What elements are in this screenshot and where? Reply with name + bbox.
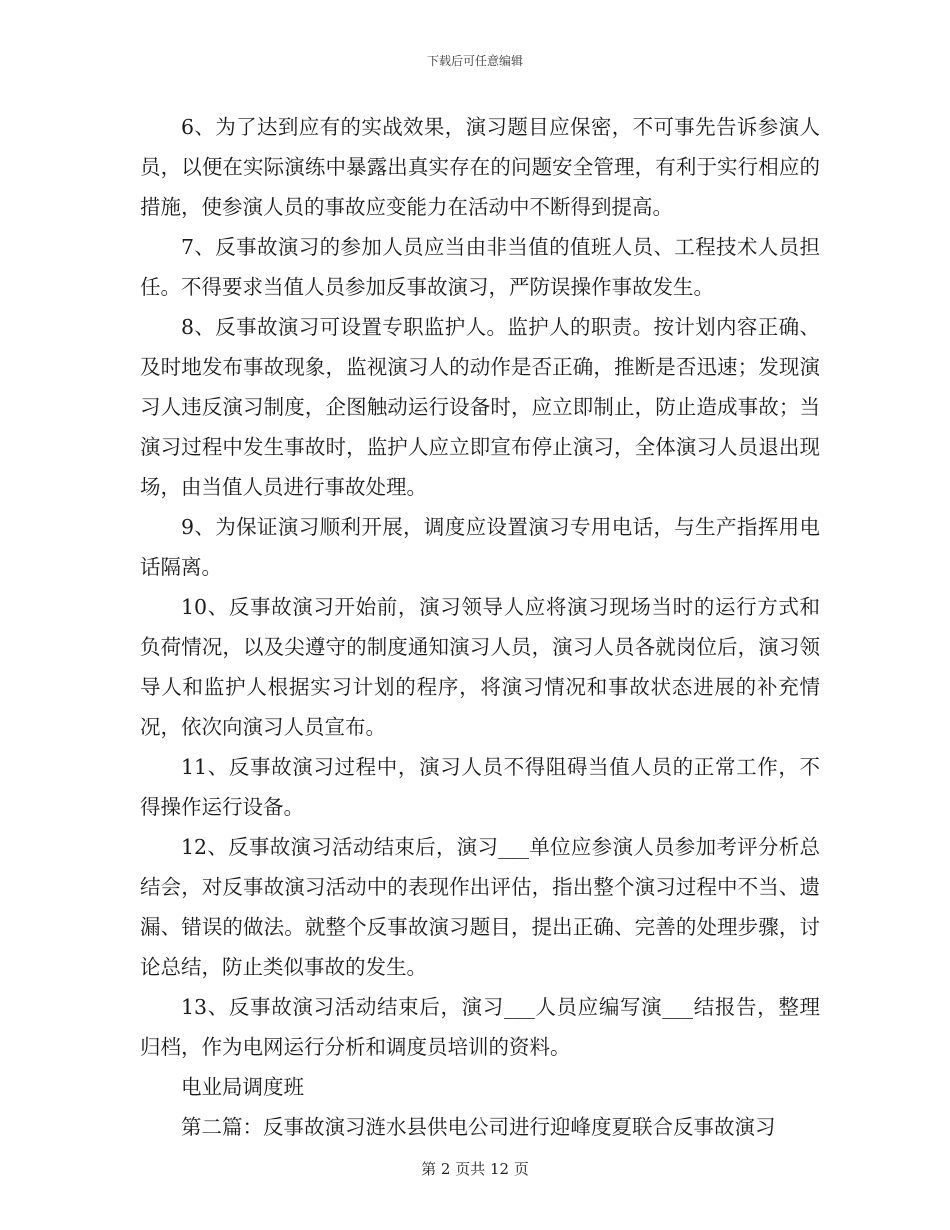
paragraph-item-9: 9、为保证演习顺利开展，调度应设置演习专用电话，与生产指挥用电话隔离。 xyxy=(140,515,820,579)
document-body xyxy=(140,107,820,1147)
section-heading: 第二篇：反事故演习涟水县供电公司进行迎峰度夏联合反事故演习 xyxy=(181,1115,776,1139)
paragraph-item-12: 12、反事故演习活动结束后，演习___单位应参演人员参加考评分析总结会，对反事故演习活动中的表现作出评估，指出整个演习过程中不当、遗漏、错误的做法。就整个反事故演习题目，提出正确、完善的处理步骤，讨论总结，防止类似事故的发生。 xyxy=(140,835,820,979)
paragraph-item-11: 11、反事故演习过程中，演习人员不得阻碍当值人员的正常工作，不得操作运行设备。 xyxy=(140,755,820,819)
signature-line: 电业局调度班 xyxy=(181,1075,304,1099)
paragraph-item-6: 6、为了达到应有的实战效果，演习题目应保密，不可事先告诉参演人员，以便在实际演练中暴露出真实存在的问题安全管理，有利于实行相应的措施，使参演人员的事故应变能力在活动中不断得到提高。 xyxy=(140,115,820,219)
paragraph-item-7: 7、反事故演习的参加人员应当由非当值的值班人员、工程技术人员担任。不得要求当值人员参加反事故演习，严防误操作事故发生。 xyxy=(140,235,820,299)
paragraph-item-10: 10、反事故演习开始前，演习领导人应将演习现场当时的运行方式和负荷情况，以及尖遵守的制度通知演习人员，演习人员各就岗位后，演习领导人和监护人根据实习计划的程序，将演习情况和事故状态进展的补充情况，依次向演习人员宣布。 xyxy=(140,595,820,739)
page-number: 第 2 页共 12 页 xyxy=(421,1160,529,1178)
paragraph-item-8: 8、反事故演习可设置专职监护人。监护人的职责。按计划内容正确、及时地发布事故现象，监视演习人的动作是否正确，推断是否迅速；发现演习人违反演习制度，企图触动运行设备时，应立即制止，防止造成事故；当演习过程中发生事故时，监护人应立即宣布停止演习，全体演习人员退出现场，由当值人员进行事故处理。 xyxy=(140,315,820,499)
page-header-note: 下载后可任意编辑 xyxy=(426,54,523,68)
paragraph-item-13: 13、反事故演习活动结束后，演习___人员应编写演___结报告，整理归档，作为电网运行分析和调度员培训的资料。 xyxy=(140,995,820,1059)
